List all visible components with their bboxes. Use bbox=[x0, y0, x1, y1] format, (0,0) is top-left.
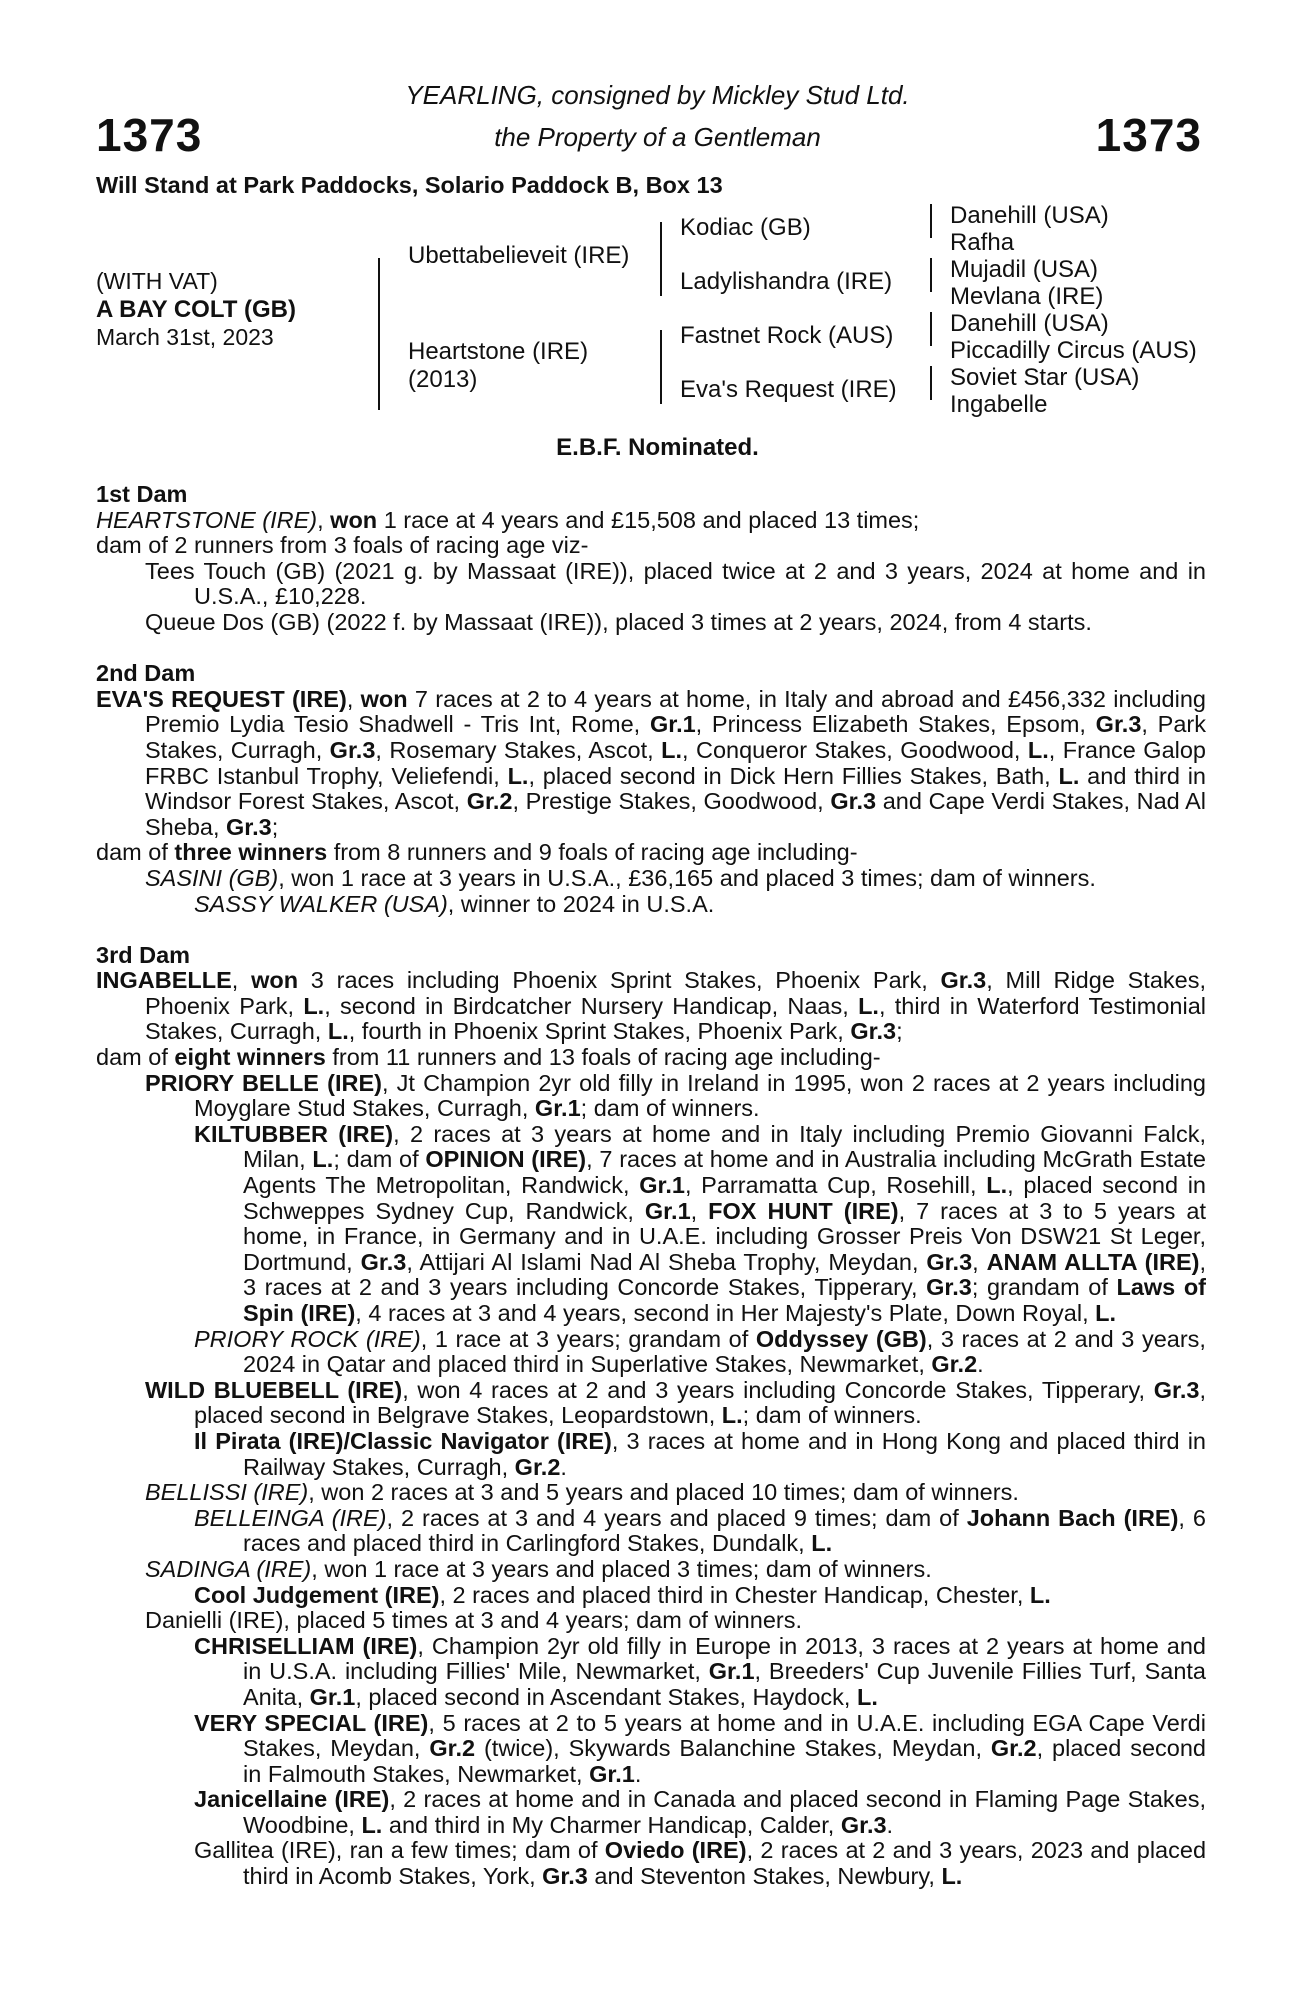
property-line: the Property of a Gentleman bbox=[494, 122, 821, 152]
produce-entry: VERY SPECIAL (IRE), 5 races at 2 to 5 years at home and in U.A.E. including EGA Cape Verdi Stakes, Meydan, Gr.2 (twice), Skywards Balanchine Stakes, Meydan, Gr.2, placed second in Falmouth Stakes, Newmarket, Gr.1. bbox=[194, 1709, 1206, 1787]
foaling-date: March 31st, 2023 bbox=[96, 324, 274, 350]
second-dam-summary: EVA'S REQUEST (IRE), won 7 races at 2 to 4 years at home, in Italy and abroad and £456,332 including Premio Lydia Tesio Shadwell - Tris Int, Rome, Gr.1, Princess Elizabeth Stakes, Epsom, Gr.3, Park Stakes, Curragh, Gr.3, Rosemary Stakes, Ascot, L., Conqueror Stakes, Goodwood, L., France Galop FRBC Istanbul Trophy, Veliefendi, L., placed second in Dick Hern Fillies Stakes, Bath, L. and third in Windsor Forest Stakes, Ascot, Gr.2, Prestige Stakes, Goodwood, Gr.3 and Cape Verdi Stakes, Nad Al Sheba, Gr.3; bbox=[96, 685, 1207, 840]
pedigree-ggen-5: Danehill (USA) bbox=[950, 310, 1109, 337]
first-dam-produce-intro: dam of 2 runners from 3 foals of racing age viz- bbox=[96, 532, 589, 559]
ebf-nomination: E.B.F. Nominated. bbox=[556, 434, 759, 461]
first-dam-heading: 1st Dam bbox=[96, 481, 188, 507]
produce-entry: Il Pirata (IRE)/Classic Navigator (IRE), 3 races at home and in Hong Kong and placed third in Railway Stakes, Curragh, Gr.2. bbox=[194, 1427, 1206, 1480]
third-dam-heading: 3rd Dam bbox=[96, 941, 191, 968]
pedigree-dam-dam: Eva's Request (IRE) bbox=[680, 376, 897, 403]
produce-entry: BELLEINGA (IRE), 2 races at 3 and 4 years and placed 9 times; dam of Johann Bach (IRE), 6 races and placed third in Carlingford Stakes, Dundalk, L. bbox=[194, 1504, 1206, 1557]
second-dam-heading: 2nd Dam bbox=[96, 660, 196, 687]
pedigree-brace-3 bbox=[660, 330, 662, 404]
consignor-line: YEARLING, consigned by Mickley Stud Ltd. bbox=[405, 80, 910, 110]
produce-entry: Tees Touch (GB) (2021 g. by Massaat (IRE)), placed twice at 2 and 3 years, 2024 at home and in U.S.A., £10,228. bbox=[145, 557, 1206, 610]
pedigree-ggen-8: Ingabelle bbox=[950, 391, 1048, 418]
pedigree-ggen-6: Piccadilly Circus (AUS) bbox=[950, 337, 1197, 364]
pedigree-brace-7 bbox=[930, 366, 932, 400]
lot-number-right: 1373 bbox=[1095, 109, 1202, 161]
pedigree-sire-dam: Ladylishandra (IRE) bbox=[680, 268, 893, 295]
pedigree-brace-4 bbox=[930, 204, 932, 238]
pedigree-ggen-3: Mujadil (USA) bbox=[950, 256, 1099, 283]
produce-entry: SASSY WALKER (USA), winner to 2024 in U.S.A. bbox=[194, 890, 715, 917]
pedigree-sire-sire: Kodiac (GB) bbox=[680, 214, 811, 241]
pedigree-sire: Ubettabelieveit (IRE) bbox=[408, 242, 630, 269]
produce-entry: BELLISSI (IRE), won 2 races at 3 and 5 years and placed 10 times; dam of winners. bbox=[145, 1479, 1019, 1506]
produce-entry: CHRISELLIAM (IRE), Champion 2yr old filly in Europe in 2013, 3 races at 2 years at home and in U.S.A. including Fillies' Mile, Newmarket, Gr.1, Breeders' Cup Juvenile Fillies Turf, Santa Anita, Gr.1, placed second in Ascendant Stakes, Haydock, L. bbox=[194, 1632, 1207, 1710]
produce-entry: Danielli (IRE), placed 5 times at 3 and 4 years; dam of winners. bbox=[145, 1607, 802, 1634]
first-dam-summary: HEARTSTONE (IRE), won 1 race at 4 years and £15,508 and placed 13 times; bbox=[96, 506, 920, 533]
lot-number-left: 1373 bbox=[96, 109, 203, 161]
stand-location: Will Stand at Park Paddocks, Solario Paddock B, Box 13 bbox=[96, 172, 723, 198]
pedigree-ggen-7: Soviet Star (USA) bbox=[950, 364, 1140, 391]
produce-entry: Gallitea (IRE), ran a few times; dam of Oviedo (IRE), 2 races at 2 and 3 years, 2023 and placed third in Acomb Stakes, York, Gr.3 and Steventon Stakes, Newbury, L. bbox=[194, 1837, 1207, 1890]
pedigree-ggen-1: Danehill (USA) bbox=[950, 202, 1109, 229]
produce-entry: PRIORY BELLE (IRE), Jt Champion 2yr old filly in Ireland in 1995, won 2 races at 2 years including Moyglare Stud Stakes, Curragh, Gr.1; dam of winners. bbox=[145, 1069, 1207, 1122]
pedigree-dam: Heartstone (IRE) bbox=[408, 338, 589, 365]
pedigree-dam-year: (2013) bbox=[408, 366, 478, 393]
third-dam-produce-intro: dam of eight winners from 11 runners and 13 foals of racing age including- bbox=[96, 1044, 881, 1071]
pedigree-brace-1 bbox=[378, 258, 380, 410]
second-dam-produce-intro: dam of three winners from 8 runners and 9 foals of racing age including- bbox=[96, 839, 858, 866]
pedigree-brace-6 bbox=[930, 312, 932, 346]
produce-entry: WILD BLUEBELL (IRE), won 4 races at 2 and 3 years including Concorde Stakes, Tipperary, Gr.3, placed second in Belgrave Stakes, Leopardstown, L.; dam of winners. bbox=[145, 1376, 1207, 1429]
produce-entry: PRIORY ROCK (IRE), 1 race at 3 years; grandam of Oddyssey (GB), 3 races at 2 and 3 years, 2024 in Qatar and placed third in Superlative Stakes, Newmarket, Gr.2. bbox=[194, 1325, 1206, 1378]
produce-entry: Cool Judgement (IRE), 2 races and placed third in Chester Handicap, Chester, L. bbox=[194, 1581, 1051, 1608]
vat-note: (WITH VAT) bbox=[96, 268, 218, 294]
produce-entry: Janicellaine (IRE), 2 races at home and in Canada and placed second in Flaming Page Stakes, Woodbine, L. and third in My Charmer Handicap, Calder, Gr.3. bbox=[194, 1786, 1206, 1838]
produce-entry: Queue Dos (GB) (2022 f. by Massaat (IRE)), placed 3 times at 2 years, 2024, from 4 starts. bbox=[145, 608, 1092, 635]
pedigree-ggen-4: Mevlana (IRE) bbox=[950, 283, 1104, 310]
horse-name: A BAY COLT (GB) bbox=[96, 296, 297, 323]
pedigree-brace-5 bbox=[930, 258, 932, 292]
produce-entry: SASINI (GB), won 1 race at 3 years in U.S.A., £36,165 and placed 3 times; dam of winners. bbox=[145, 864, 1096, 891]
produce-entry: KILTUBBER (IRE), 2 races at 3 years at home and in Italy including Premio Giovanni Falck, Milan, L.; dam of OPINION (IRE), 7 races at home and in Australia including McGrath Estate Agents The Metropolitan, Randwick, Gr.1, Parramatta Cup, Rosehill, L., placed second in Schweppes Sydney Cup, Randwick, Gr.1, FOX HUNT (IRE), 7 races at 3 to 5 years at home, in France, in Germany and in U.A.E. including Grosser Preis Von DSW21 St Leger, Dortmund, Gr.3, Attijari Al Islami Nad Al Sheba Trophy, Meydan, Gr.3, ANAM ALLTA (IRE), 3 races at 2 and 3 years including Concorde Stakes, Tipperary, Gr.3; grandam of Laws of Spin (IRE), 4 races at 3 and 4 years, second in Her Majesty's Plate, Down Royal, L. bbox=[194, 1120, 1207, 1326]
third-dam-summary: INGABELLE, won 3 races including Phoenix Sprint Stakes, Phoenix Park, Gr.3, Mill Ridge Stakes, Phoenix Park, L., second in Birdcatcher Nursery Handicap, Naas, L., third in Waterford Testimonial Stakes, Curragh, L., fourth in Phoenix Sprint Stakes, Phoenix Park, Gr.3; bbox=[96, 967, 1206, 1045]
pedigree-dam-sire: Fastnet Rock (AUS) bbox=[680, 322, 894, 349]
produce-entry: SADINGA (IRE), won 1 race at 3 years and placed 3 times; dam of winners. bbox=[145, 1555, 932, 1582]
catalogue-body bbox=[96, 482, 1206, 1890]
pedigree-brace-2 bbox=[660, 222, 662, 296]
pedigree-ggen-2: Rafha bbox=[950, 229, 1015, 256]
